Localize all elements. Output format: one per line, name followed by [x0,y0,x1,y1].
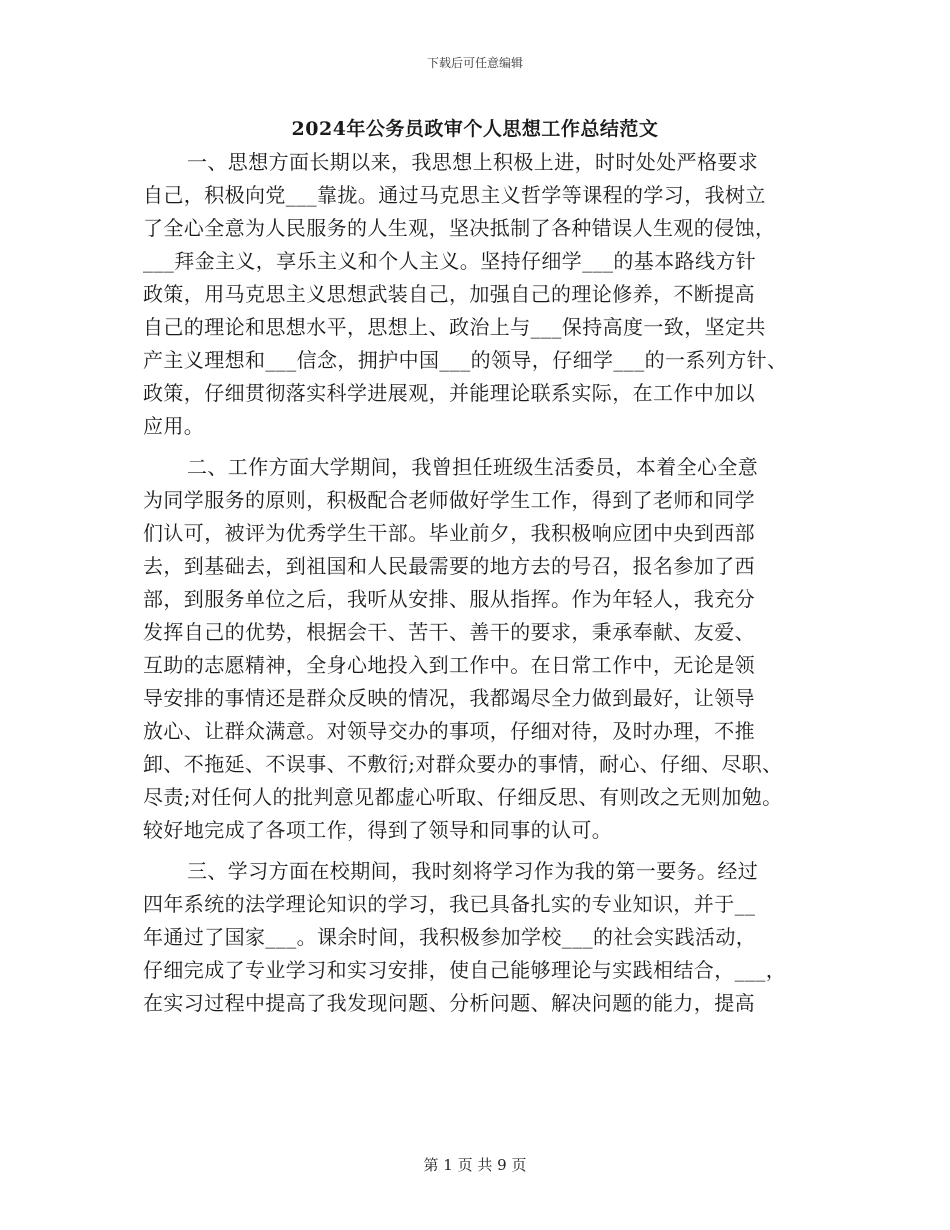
paragraph-2-line-8: 导安排的事情还是群众反映的情况，我都竭尽全力做到最好，让领导 [143,686,755,710]
paragraph-2-line-4: 去，到基础去，到祖国和人民最需要的地方去的号召，报名参加了西 [143,554,755,578]
paragraph-2-line-12: 较好地完成了各项工作，得到了领导和同事的认可。 [143,818,613,842]
paragraph-3-line-4: 仔细完成了专业学习和实习安排，使自己能够理论与实践相结合，___， [143,958,787,982]
paragraph-2-line-1: 二、工作方面大学期间，我曾担任班级生活委员，本着全心全意 [187,455,759,479]
header-note: 下载后可任意编辑 [426,56,523,70]
paragraph-3-line-5: 在实习过程中提高了我发现问题、分析问题、解决问题的能力，提高 [143,991,755,1015]
document-body [143,146,823,1020]
paragraph-2-line-6: 发挥自己的优势，根据会干、苦干、善干的要求，秉承奉献、友爱、 [143,620,755,644]
paragraph-1-line-1: 一、思想方面长期以来，我思想上积极上进，时时处处严格要求 [187,150,759,174]
paragraph-2-line-2: 为同学服务的原则，积极配合老师做好学生工作，得到了老师和同学 [143,488,755,512]
paragraph-2-line-10: 卸、不拖延、不误事、不敷衍;对群众要办的事情，耐心、仔细、尽职、 [143,752,783,776]
paragraph-1-line-8: 政策，仔细贯彻落实科学进展观，并能理论联系实际，在工作中加以 [143,381,755,405]
paragraph-1-line-2: 自己，积极向党___靠拢。通过马克思主义哲学等课程的学习，我树立 [143,183,766,207]
paragraph-3-line-3: 年通过了国家___。课余时间，我积极参加学校___的社会实践活动， [143,925,757,949]
paragraph-2-line-9: 放心、让群众满意。对领导交办的事项，仔细对待，及时办理，不推 [143,719,755,743]
paragraph-2-line-5: 部，到服务单位之后，我听从安排、服从指挥。作为年轻人，我充分 [143,587,755,611]
paragraph-2-line-7: 互助的志愿精神，全身心地投入到工作中。在日常工作中，无论是领 [143,653,755,677]
paragraph-1-line-9: 应用。 [143,414,205,438]
page-footer: 第 1 页 共 9 页 [423,1156,527,1174]
paragraph-1-line-3: 了全心全意为人民服务的人生观，坚决抵制了各种错误人生观的侵蚀， [143,216,776,240]
paragraph-3-line-1: 三、学习方面在校期间，我时刻将学习作为我的第一要务。经过 [187,859,759,883]
paragraph-1-line-5: 政策，用马克思主义思想武装自己，加强自己的理论修养，不断提高 [143,282,755,306]
document-title: 2024年公务员政审个人思想工作总结范文 [291,118,659,140]
paragraph-3-line-2: 四年系统的法学理论知识的学习，我已具备扎实的专业知识，并于__ [143,892,756,916]
paragraph-1-line-4: ___拜金主义，享乐主义和个人主义。坚持仔细学___的基本路线方针 [143,249,757,273]
paragraph-1-line-6: 自己的理论和思想水平，思想上、政治上与___保持高度一致，坚定共 [143,315,766,339]
paragraph-2-line-11: 尽责;对任何人的批判意见都虚心听取、仔细反思、有则改之无则加勉。 [143,785,783,809]
paragraph-2-line-3: 们认可，被评为优秀学生干部。毕业前夕，我积极响应团中央到西部 [143,521,755,545]
paragraph-1-line-7: 产主义理想和___信念，拥护中国___的领导，仔细学___的一系列方针、 [143,348,788,372]
